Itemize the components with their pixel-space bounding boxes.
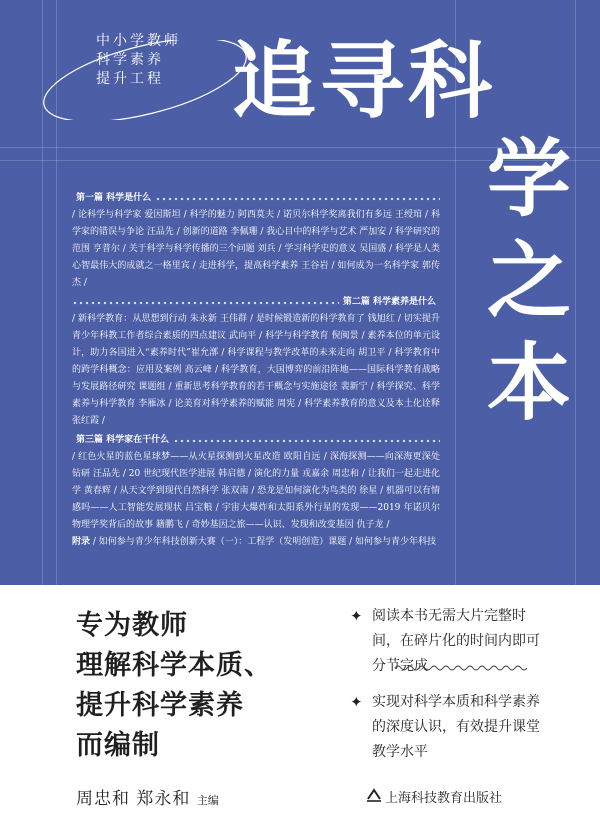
toc-part1-entries: / 论科学与科学家 爱因斯坦 / 科学的魅力 阿西莫夫 / 诺贝尔科学奖离我们有多远 王绶琯 / 科学家的错误与争论 汪品先 / 创新的道路 李佩珊 / 我心目中的科学与艺术 严加安 / 科学研究的范围 亨普尔 / 关于科学与科学传播的三个问题 刘兵 / 学习科学史的意义 吴国盛 / 科学是人类心智最伟大的成就之一格里宾 / 走进科学，提高科学素养 王谷岩 / 如何成为一名科学家 郭传杰 /	[72, 210, 440, 288]
tagline	[76, 606, 272, 766]
feature-bullet-text: 阅读本书无需大片完整时间，在碎片化的时间内即可分节完成	[372, 608, 540, 674]
series-line: 提升工程	[96, 71, 164, 87]
tagline-line: 而编制	[76, 730, 160, 761]
tagline-line: 提升科学素养	[76, 690, 244, 721]
author-role: 主编	[196, 794, 219, 807]
toc-part-label: 第一篇 科学是什么	[76, 193, 152, 203]
series-line: 科学素养	[96, 52, 164, 68]
toc-part2-header	[72, 294, 440, 311]
authors	[76, 784, 219, 809]
toc-appendix-text: / 如何参与青少年科技创新大赛（一）：工程学（发明创造）课题 / 如何参与青少年科技	[90, 537, 437, 547]
four-point-star-icon: ✦	[350, 607, 363, 625]
book-title-horizontal: 追寻科	[232, 31, 497, 130]
dotted-leader	[155, 196, 440, 202]
tagline-line: 专为教师	[76, 610, 188, 641]
dotted-leader	[173, 438, 440, 444]
publisher-logo-icon	[366, 787, 382, 803]
title-char: 之	[486, 231, 571, 330]
book-title-vertical	[484, 128, 574, 434]
table-of-contents	[72, 188, 440, 551]
publisher-name: 上海科技教育出版社	[385, 791, 503, 806]
title-char: 本	[486, 333, 571, 432]
toc-appendix	[72, 534, 440, 551]
tagline-line: 理解科学本质、	[76, 650, 272, 681]
toc-part3-entries: / 红色火星的蓝色星球梦——从火星探测到火星改造 欧阳自远 / 深海探测——向深海更深处钻研 汪品先 / 20 世纪现代医学进展 韩启德 / 演化的力量 戎嘉余 周忠和 / 让我们一起走进化学 黄春辉 / 从天文学到现代自然科学 张双南 / 恐龙是如何演化为鸟类的 徐星 / 机器可以有情感吗——人工智能发展现状 吕宝粮 / 宇宙大爆炸和太阳系外行星的发现——2019 年诺贝尔物理学奖背后的故事 籍鹏飞 / 奇妙基因之旅——认识、发现和改变基因 仇子龙 /	[72, 452, 440, 530]
dotted-leader	[72, 300, 339, 306]
toc-part1-header	[72, 190, 440, 207]
series-line: 中小学教师	[96, 33, 181, 49]
toc-part3-header	[72, 432, 440, 449]
feature-bullet-text: 实现对科学本质和科学素养的深度认识，有效提升课堂教学水平	[372, 694, 540, 760]
toc-appendix-label: 附录	[72, 537, 91, 547]
toc-part2-entries: / 新科学教育：从思想到行动 朱永新 王伟群 / 是时候锻造新的科学教育了 钱旭红 / 切实提升青少年科教工作者综合素质的四点建议 武向平 / 科学与科学教育 倪闽景 / 素养本位的单元设计，助力各国进入“素养时代”崔允漷 / 科学课程与教学改革的未来走向 胡卫平 / 科学教育中的跨学科概念：应用及案例 高云峰 / 科学教育，大国博弈的前沿阵地——国际科学教育战略与发展路径研究 课题组 / 重新思考科学教育的若干概念与实施途径 裴新宁 / 科学探究、科学素养与科学教育 李雁冰 / 论美育对科学素养的赋能 周宪 / 科学素养教育的意义及本土化诠释 张红霞 /	[72, 314, 440, 426]
author-names: 周忠和 郑永和	[76, 789, 191, 809]
toc-part-label: 第二篇 科学素养是什么	[342, 297, 436, 307]
toc-part-label: 第三篇 科学家在干什么	[76, 435, 170, 445]
title-char: 学	[486, 129, 571, 228]
wavy-divider	[395, 664, 530, 672]
feature-bullet	[352, 690, 552, 765]
four-point-star-icon: ✦	[350, 693, 363, 711]
series-name	[96, 32, 181, 89]
grid-line	[575, 0, 576, 585]
